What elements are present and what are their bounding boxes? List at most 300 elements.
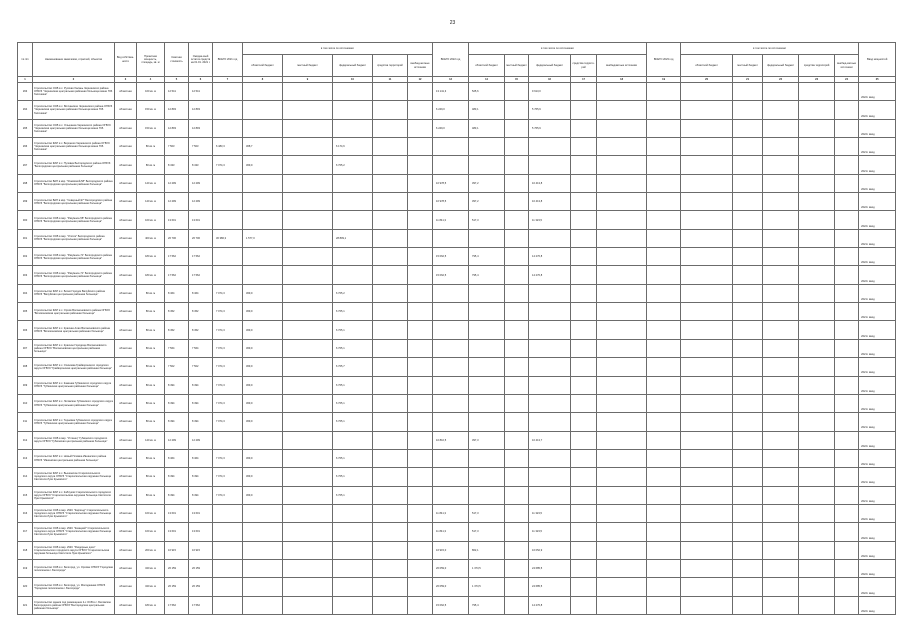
row-number: 305 <box>18 303 33 321</box>
local-2021-cell <box>283 266 333 284</box>
territories-2021-cell <box>373 358 408 376</box>
regional-2021-cell <box>243 119 283 137</box>
total-2021-cell <box>213 174 243 192</box>
extrabudget-2022-cell <box>597 449 647 467</box>
local-2021-cell <box>283 174 333 192</box>
total-2023-cell <box>647 449 681 467</box>
header-regional-2022: областной бюджет <box>469 55 505 77</box>
extrabudget-2021-cell <box>408 394 433 412</box>
capacity-cell: 160 кв. м <box>137 83 165 101</box>
regional-2021-cell: 308,7 <box>243 138 283 156</box>
local-2023-cell <box>733 431 763 449</box>
estimated-cost-cell: 8 452 <box>165 303 189 321</box>
total-2021-cell: 7 074,3 <box>213 376 243 394</box>
territories-2023-cell <box>799 321 835 339</box>
local-2022-cell <box>505 596 529 614</box>
object-name: Строительство ФАП в с. Новый Псковка Ивнянского района ОГБУЗ "Ивнянская центральная районная больница" <box>33 449 115 467</box>
total-2021-cell <box>213 248 243 266</box>
federal-2022-cell <box>529 468 571 486</box>
regional-2021-cell <box>243 431 283 449</box>
regional-2023-cell <box>681 156 733 174</box>
ownership-cell: областная <box>115 431 137 449</box>
territories-2022-cell <box>571 156 597 174</box>
row-number: 321 <box>18 596 33 614</box>
local-2023-cell <box>733 211 763 229</box>
extrabudget-2023-cell <box>835 284 859 302</box>
estimated-cost-cell: 26 159 <box>165 559 189 577</box>
row-number: 307 <box>18 339 33 357</box>
capacity-cell: 80 кв. м <box>137 339 165 357</box>
table-row <box>18 211 896 229</box>
header-sources-2021: в том числе по источникам: <box>243 43 433 55</box>
header-capacity: Проектная мощность, площадь, кв. м <box>137 43 165 77</box>
territories-2022-cell <box>571 83 597 101</box>
extrabudget-2023-cell <box>835 523 859 541</box>
remaining-funds-cell: 16 915 <box>189 541 213 559</box>
extrabudget-2021-cell <box>408 559 433 577</box>
extrabudget-2023-cell <box>835 83 859 101</box>
regional-2022-cell: 517,3 <box>469 504 505 522</box>
row-number: 313 <box>18 449 33 467</box>
table-row <box>18 413 896 431</box>
ownership-cell: областная <box>115 486 137 504</box>
federal-2022-cell: 10 413,8 <box>529 193 571 211</box>
territories-2021-cell <box>373 156 408 174</box>
commissioning-cell: 2021г. ввод <box>859 413 896 431</box>
column-number: 2 <box>33 77 115 83</box>
ownership-cell: областная <box>115 266 137 284</box>
estimated-cost-cell: 8 433 <box>165 156 189 174</box>
regional-2023-cell <box>681 578 733 596</box>
row-number: 306 <box>18 321 33 339</box>
local-2023-cell <box>733 486 763 504</box>
local-2022-cell <box>505 138 529 156</box>
commissioning-cell: 2021г. ввод <box>859 138 896 156</box>
commissioning-cell: 2021г. ввод <box>859 358 896 376</box>
extrabudget-2022-cell <box>597 413 647 431</box>
table-row <box>18 541 896 559</box>
capacity-cell: 80 кв. м <box>137 303 165 321</box>
row-number: 315 <box>18 486 33 504</box>
territories-2021-cell <box>373 101 408 119</box>
total-2023-cell <box>647 504 681 522</box>
ownership-cell: областная <box>115 119 137 137</box>
territories-2021-cell <box>373 449 408 467</box>
territories-2022-cell <box>571 119 597 137</box>
federal-2023-cell <box>763 101 799 119</box>
total-2022-cell <box>433 321 469 339</box>
territories-2022-cell <box>571 339 597 357</box>
total-2022-cell <box>433 486 469 504</box>
row-number: 312 <box>18 431 33 449</box>
total-2022-cell <box>433 376 469 394</box>
extrabudget-2021-cell <box>408 486 433 504</box>
territories-2022-cell <box>571 596 597 614</box>
local-2021-cell <box>283 119 333 137</box>
territories-2022-cell <box>571 578 597 596</box>
object-name: Строительство ФАП в с. Красное Городище Волоконовского района ОГБУЗ "Волоконовская центральная районная больница" <box>33 339 115 357</box>
territories-2022-cell <box>571 284 597 302</box>
total-2022-cell <box>433 156 469 174</box>
local-2022-cell <box>505 266 529 284</box>
header-federal-2023: федеральный бюджет <box>763 55 799 77</box>
territories-2023-cell <box>799 449 835 467</box>
federal-2023-cell <box>763 504 799 522</box>
local-2022-cell <box>505 468 529 486</box>
territories-2023-cell <box>799 83 835 101</box>
total-2023-cell <box>647 413 681 431</box>
total-2021-cell <box>213 578 243 596</box>
total-2022-cell: 10 978,5 <box>433 193 469 211</box>
extrabudget-2021-cell <box>408 266 433 284</box>
remaining-funds-cell: 26 159 <box>189 578 213 596</box>
total-2022-cell: 11 841,3 <box>433 523 469 541</box>
territories-2022-cell <box>571 376 597 394</box>
ownership-cell: областная <box>115 523 137 541</box>
total-2023-cell <box>647 248 681 266</box>
territories-2021-cell <box>373 174 408 192</box>
total-2022-cell: 13 141,3 <box>433 83 469 101</box>
extrabudget-2022-cell <box>597 284 647 302</box>
federal-2021-cell <box>333 431 373 449</box>
territories-2023-cell <box>799 523 835 541</box>
table-row <box>18 596 896 614</box>
extrabudget-2023-cell <box>835 303 859 321</box>
capacity-cell: 80 кв. м <box>137 468 165 486</box>
extrabudget-2023-cell <box>835 449 859 467</box>
extrabudget-2022-cell <box>597 119 647 137</box>
commissioning-cell: 2022г. ввод <box>859 211 896 229</box>
territories-2021-cell <box>373 486 408 504</box>
local-2022-cell <box>505 119 529 137</box>
extrabudget-2022-cell <box>597 541 647 559</box>
local-2021-cell <box>283 138 333 156</box>
territories-2021-cell <box>373 431 408 449</box>
column-number: 17 <box>571 77 597 83</box>
total-2023-cell <box>647 376 681 394</box>
row-number: 308 <box>18 358 33 376</box>
federal-2021-cell: 6 705,2 <box>333 284 373 302</box>
territories-2023-cell <box>799 394 835 412</box>
table-header <box>18 43 896 83</box>
ownership-cell: областная <box>115 303 137 321</box>
local-2023-cell <box>733 504 763 522</box>
regional-2023-cell <box>681 266 733 284</box>
row-number: 304 <box>18 284 33 302</box>
extrabudget-2023-cell <box>835 596 859 614</box>
federal-2023-cell <box>763 303 799 321</box>
local-2023-cell <box>733 468 763 486</box>
commissioning-cell: 2021г. ввод <box>859 339 896 357</box>
extrabudget-2022-cell <box>597 596 647 614</box>
header-territories-2022: средства террито-рий <box>571 55 597 77</box>
territories-2021-cell <box>373 541 408 559</box>
federal-2021-cell <box>333 174 373 192</box>
capacity-cell: 140 кв. м <box>137 431 165 449</box>
local-2021-cell <box>283 413 333 431</box>
territories-2023-cell <box>799 578 835 596</box>
extrabudget-2022-cell <box>597 376 647 394</box>
commissioning-cell: 2021г. ввод <box>859 486 896 504</box>
territories-2022-cell <box>571 504 597 522</box>
row-number: 296 <box>18 138 33 156</box>
total-2022-cell <box>433 284 469 302</box>
row-number: 316 <box>18 504 33 522</box>
total-2023-cell <box>647 266 681 284</box>
row-number: 310 <box>18 394 33 412</box>
total-2021-cell <box>213 523 243 541</box>
federal-2022-cell <box>529 321 571 339</box>
local-2022-cell <box>505 523 529 541</box>
federal-2022-cell: 24 685,5 <box>529 578 571 596</box>
capacity-cell: 80 кв. м <box>137 486 165 504</box>
federal-2021-cell <box>333 101 373 119</box>
table-row <box>18 523 896 541</box>
territories-2022-cell <box>571 303 597 321</box>
local-2021-cell <box>283 394 333 412</box>
capacity-cell: 180 кв. м <box>137 596 165 614</box>
local-2022-cell <box>505 578 529 596</box>
local-2021-cell <box>283 211 333 229</box>
estimated-cost-cell: 12 299 <box>165 193 189 211</box>
federal-2022-cell: 14 276,8 <box>529 248 571 266</box>
column-number: 7 <box>213 77 243 83</box>
territories-2021-cell <box>373 119 408 137</box>
ownership-cell: областная <box>115 211 137 229</box>
extrabudget-2022-cell <box>597 431 647 449</box>
regional-2023-cell <box>681 413 733 431</box>
total-2022-cell <box>433 413 469 431</box>
territories-2023-cell <box>799 119 835 137</box>
federal-2022-cell <box>529 284 571 302</box>
regional-2021-cell <box>243 211 283 229</box>
local-2021-cell <box>283 449 333 467</box>
column-number: 11 <box>373 77 408 83</box>
regional-2022-cell: 795,4 <box>469 266 505 284</box>
local-2022-cell <box>505 486 529 504</box>
local-2021-cell <box>283 101 333 119</box>
federal-2023-cell <box>763 284 799 302</box>
capacity-cell: 80 кв. м <box>137 413 165 431</box>
object-name: Строительство ОСВ в с. Ольшанка Чернянского района ОГБУЗ "Чернянская центральная районная больница имени П.В. Гапочкина" <box>33 119 115 137</box>
regional-2022-cell <box>469 156 505 174</box>
column-number: 6 <box>189 77 213 83</box>
regional-2021-cell: 369,9 <box>243 468 283 486</box>
object-name: Строительство ОСВ в мкр. ИЖС "Казацкий" Старооскольского городского округа ОГБУЗ "Старооскольская окружная больница Святителя Луки Крымского" <box>33 523 115 541</box>
ownership-cell: областная <box>115 248 137 266</box>
column-number: 20 <box>681 77 733 83</box>
federal-2021-cell: 6 705,2 <box>333 156 373 174</box>
table-row <box>18 394 896 412</box>
federal-2023-cell <box>763 229 799 247</box>
extrabudget-2022-cell <box>597 229 647 247</box>
remaining-funds-cell: 12 541 <box>189 83 213 101</box>
column-number: 15 <box>505 77 529 83</box>
regional-2022-cell <box>469 358 505 376</box>
column-number: 1 <box>18 77 33 83</box>
local-2022-cell <box>505 303 529 321</box>
header-no: № п/п <box>18 43 33 77</box>
regional-2021-cell: 369,9 <box>243 486 283 504</box>
regional-2022-cell <box>469 229 505 247</box>
estimated-cost-cell: 7 503 <box>165 138 189 156</box>
local-2023-cell <box>733 284 763 302</box>
federal-2023-cell <box>763 486 799 504</box>
total-2021-cell <box>213 211 243 229</box>
federal-2022-cell <box>529 156 571 174</box>
territories-2022-cell <box>571 248 597 266</box>
territories-2021-cell <box>373 248 408 266</box>
federal-2021-cell <box>333 596 373 614</box>
extrabudget-2022-cell <box>597 559 647 577</box>
remaining-funds-cell: 17 562 <box>189 596 213 614</box>
total-2021-cell: 7 074,3 <box>213 449 243 467</box>
column-number: 23 <box>799 77 835 83</box>
commissioning-cell: 2022г. ввод <box>859 174 896 192</box>
header-commissioning: Ввод мощностей <box>859 43 896 77</box>
territories-2021-cell <box>373 83 408 101</box>
object-name: Строительство ФАП в с. Осиновка Грайворонского городского округа ОГБУЗ "Грайворонская центральная районная больница" <box>33 358 115 376</box>
federal-2022-cell: 5 765,9 <box>529 101 571 119</box>
total-2023-cell <box>647 174 681 192</box>
territories-2023-cell <box>799 376 835 394</box>
territories-2023-cell <box>799 174 835 192</box>
total-2023-cell <box>647 559 681 577</box>
estimated-cost-cell: 8 494 <box>165 413 189 431</box>
federal-2023-cell <box>763 523 799 541</box>
total-2023-cell <box>647 394 681 412</box>
total-2021-cell <box>213 193 243 211</box>
regional-2023-cell <box>681 596 733 614</box>
territories-2021-cell <box>373 138 408 156</box>
object-name: Строительство здания под размещение 2-х ОСВ в с. Беловское Белгородского района ОГБУЗ "Белгородская центральная районная больница" <box>33 596 115 614</box>
federal-2022-cell <box>529 229 571 247</box>
regional-2022-cell: 397,3 <box>469 431 505 449</box>
extrabudget-2023-cell <box>835 376 859 394</box>
extrabudget-2022-cell <box>597 248 647 266</box>
header-total-2023: ВСЕГО 2023 год <box>647 43 681 77</box>
total-2023-cell <box>647 578 681 596</box>
total-2022-cell: 11 841,3 <box>433 504 469 522</box>
territories-2021-cell <box>373 303 408 321</box>
total-2023-cell <box>647 339 681 357</box>
ownership-cell: областная <box>115 468 137 486</box>
object-name: Строительство ОСВ в с. Волчанское Чернянского района ОГБУЗ "Чернянская центральная районная больница имени П.В. Гапочкина" <box>33 101 115 119</box>
regional-2023-cell <box>681 486 733 504</box>
local-2023-cell <box>733 394 763 412</box>
regional-2023-cell <box>681 321 733 339</box>
remaining-funds-cell: 8 452 <box>189 303 213 321</box>
header-ownership: Вид собствен-ности <box>115 43 137 77</box>
local-2023-cell <box>733 119 763 137</box>
table-row <box>18 229 896 247</box>
capacity-cell: 80 кв. м <box>137 321 165 339</box>
capacity-cell: 80 кв. м <box>137 358 165 376</box>
remaining-funds-cell: 17 562 <box>189 248 213 266</box>
federal-2021-cell: 6 705,1 <box>333 468 373 486</box>
object-name: Строительство ФАП в с. Лиговское Губкинского городского округа ОГБУЗ "Губкинская центральная районная больница" <box>33 394 115 412</box>
total-2023-cell <box>647 541 681 559</box>
row-number: 295 <box>18 119 33 137</box>
object-name: Строительство ОСВ в с. Белгород, ул. Молодежная ОГБУЗ "Городская поликлиника г. Белгорода" <box>33 578 115 596</box>
extrabudget-2022-cell <box>597 101 647 119</box>
federal-2021-cell: 6 705,7 <box>333 358 373 376</box>
capacity-cell: 140 кв. м <box>137 193 165 211</box>
territories-2022-cell <box>571 523 597 541</box>
extrabudget-2021-cell <box>408 596 433 614</box>
territories-2022-cell <box>571 174 597 192</box>
remaining-funds-cell: 12 299 <box>189 193 213 211</box>
local-2021-cell <box>283 248 333 266</box>
total-2023-cell <box>647 229 681 247</box>
territories-2021-cell <box>373 211 408 229</box>
extrabudget-2021-cell <box>408 321 433 339</box>
total-2023-cell <box>647 468 681 486</box>
extrabudget-2023-cell <box>835 248 859 266</box>
total-2022-cell <box>433 394 469 412</box>
total-2023-cell <box>647 596 681 614</box>
regional-2022-cell <box>469 468 505 486</box>
object-name: Строительство ФАП в с. Орлов Волоконовского района ОГБУЗ "Волоконовская центральная районная больница" <box>33 303 115 321</box>
regional-2023-cell <box>681 248 733 266</box>
regional-2021-cell: 369,9 <box>243 321 283 339</box>
regional-2021-cell <box>243 101 283 119</box>
territories-2023-cell <box>799 504 835 522</box>
federal-2023-cell <box>763 339 799 357</box>
capacity-cell: 340 кв. м <box>137 578 165 596</box>
federal-2021-cell: 6 705,1 <box>333 394 373 412</box>
regional-2021-cell <box>243 174 283 192</box>
regional-2021-cell: 1 577,0 <box>243 229 283 247</box>
commissioning-cell: 2022г. ввод <box>859 266 896 284</box>
table-row <box>18 559 896 577</box>
territories-2021-cell <box>373 376 408 394</box>
territories-2022-cell <box>571 486 597 504</box>
header-regional-2023: областной бюджет <box>681 55 733 77</box>
local-2021-cell <box>283 523 333 541</box>
extrabudget-2023-cell <box>835 541 859 559</box>
regional-2022-cell <box>469 449 505 467</box>
local-2021-cell <box>283 486 333 504</box>
local-2023-cell <box>733 156 763 174</box>
remaining-funds-cell: 13 601 <box>189 523 213 541</box>
extrabudget-2021-cell <box>408 174 433 192</box>
regional-2023-cell <box>681 138 733 156</box>
commissioning-cell: 2021г. ввод <box>859 394 896 412</box>
commissioning-cell: 2022г. ввод <box>859 101 896 119</box>
extrabudget-2021-cell <box>408 523 433 541</box>
federal-2023-cell <box>763 578 799 596</box>
regional-2022-cell <box>469 284 505 302</box>
regional-2023-cell <box>681 449 733 467</box>
extrabudget-2021-cell <box>408 303 433 321</box>
total-2022-cell <box>433 339 469 357</box>
territories-2023-cell <box>799 486 835 504</box>
column-number: 14 <box>469 77 505 83</box>
table-row <box>18 486 896 504</box>
regional-2021-cell: 369,9 <box>243 303 283 321</box>
local-2023-cell <box>733 523 763 541</box>
territories-2022-cell <box>571 559 597 577</box>
local-2022-cell <box>505 559 529 577</box>
regional-2023-cell <box>681 541 733 559</box>
commissioning-cell: 2021г. ввод <box>859 156 896 174</box>
total-2022-cell: 6 249,0 <box>433 101 469 119</box>
extrabudget-2023-cell <box>835 358 859 376</box>
federal-2022-cell: 24 685,5 <box>529 559 571 577</box>
regional-2023-cell <box>681 101 733 119</box>
ownership-cell: областная <box>115 578 137 596</box>
